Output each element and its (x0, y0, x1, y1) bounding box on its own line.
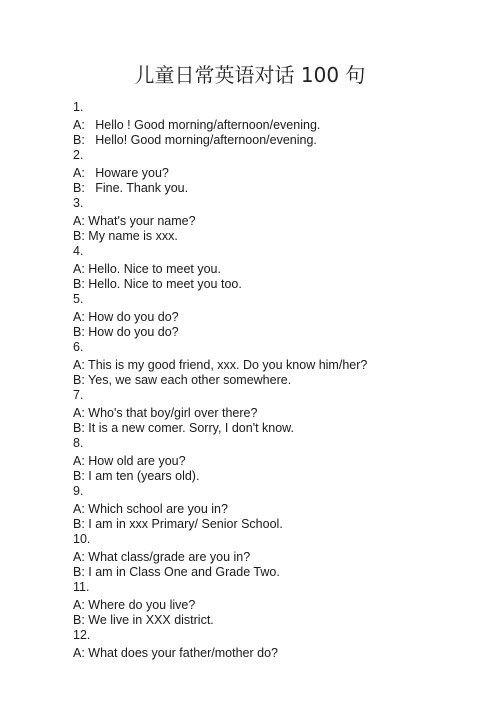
dialog-item (73, 292, 493, 340)
dialog-number: 12. (73, 628, 91, 642)
dialog-item (73, 628, 493, 661)
dialog-list (73, 100, 493, 661)
dialog-line-b: B: I am in Class One and Grade Two. (73, 565, 280, 579)
dialog-line-b: B: Hello. Nice to meet you too. (73, 277, 242, 291)
document-title: 儿童日常英语对话 100 句 (134, 63, 366, 87)
dialog-line-a: A: Hello. Nice to meet you. (73, 262, 221, 276)
dialog-line-a: A: Howare you? (73, 166, 169, 180)
dialog-item (73, 196, 493, 244)
dialog-line-a: A: Which school are you in? (73, 502, 228, 516)
dialog-line-b: B: Yes, we saw each other somewhere. (73, 373, 292, 387)
dialog-line-a: A: Where do you live? (73, 598, 196, 612)
dialog-number: 9. (73, 484, 84, 498)
dialog-line-a: A: What class/grade are you in? (73, 550, 251, 564)
dialog-number: 6. (73, 340, 84, 354)
dialog-number: 2. (73, 148, 84, 162)
dialog-line-b: B: How do you do? (73, 325, 179, 339)
dialog-line-b: B: Fine. Thank you. (73, 181, 189, 195)
dialog-line-b: B: I am ten (years old). (73, 469, 200, 483)
dialog-number: 3. (73, 196, 84, 210)
dialog-line-b: B: My name is xxx. (73, 229, 178, 243)
dialog-item (73, 244, 493, 292)
dialog-item (73, 388, 493, 436)
dialog-item (73, 100, 493, 148)
dialog-number: 1. (73, 100, 84, 114)
dialog-line-a: A: How old are you? (73, 454, 186, 468)
dialog-item (73, 148, 493, 196)
dialog-line-a: A: Who's that boy/girl over there? (73, 406, 258, 420)
dialog-number: 11. (73, 580, 90, 594)
dialog-line-b: B: I am in xxx Primary/ Senior School. (73, 517, 283, 531)
dialog-line-a: A: What does your father/mother do? (73, 646, 278, 660)
dialog-number: 5. (73, 292, 84, 306)
dialog-line-a: A: What's your name? (73, 214, 196, 228)
dialog-item (73, 436, 493, 484)
dialog-line-b: B: We live in XXX district. (73, 613, 214, 627)
dialog-line-b: B: Hello! Good morning/afternoon/evening. (73, 133, 317, 147)
dialog-item (73, 484, 493, 532)
dialog-line-a: A: Hello ! Good morning/afternoon/evening. (73, 118, 321, 132)
dialog-number: 10. (73, 532, 91, 546)
dialog-item (73, 532, 493, 580)
dialog-item (73, 580, 493, 628)
dialog-number: 7. (73, 388, 84, 402)
dialog-number: 4. (73, 244, 84, 258)
dialog-line-a: A: This is my good friend, xxx. Do you know him/her? (73, 358, 368, 372)
dialog-item (73, 340, 493, 388)
dialog-number: 8. (73, 436, 84, 450)
dialog-line-b: B: It is a new comer. Sorry, I don't know. (73, 421, 294, 435)
dialog-line-a: A: How do you do? (73, 310, 179, 324)
